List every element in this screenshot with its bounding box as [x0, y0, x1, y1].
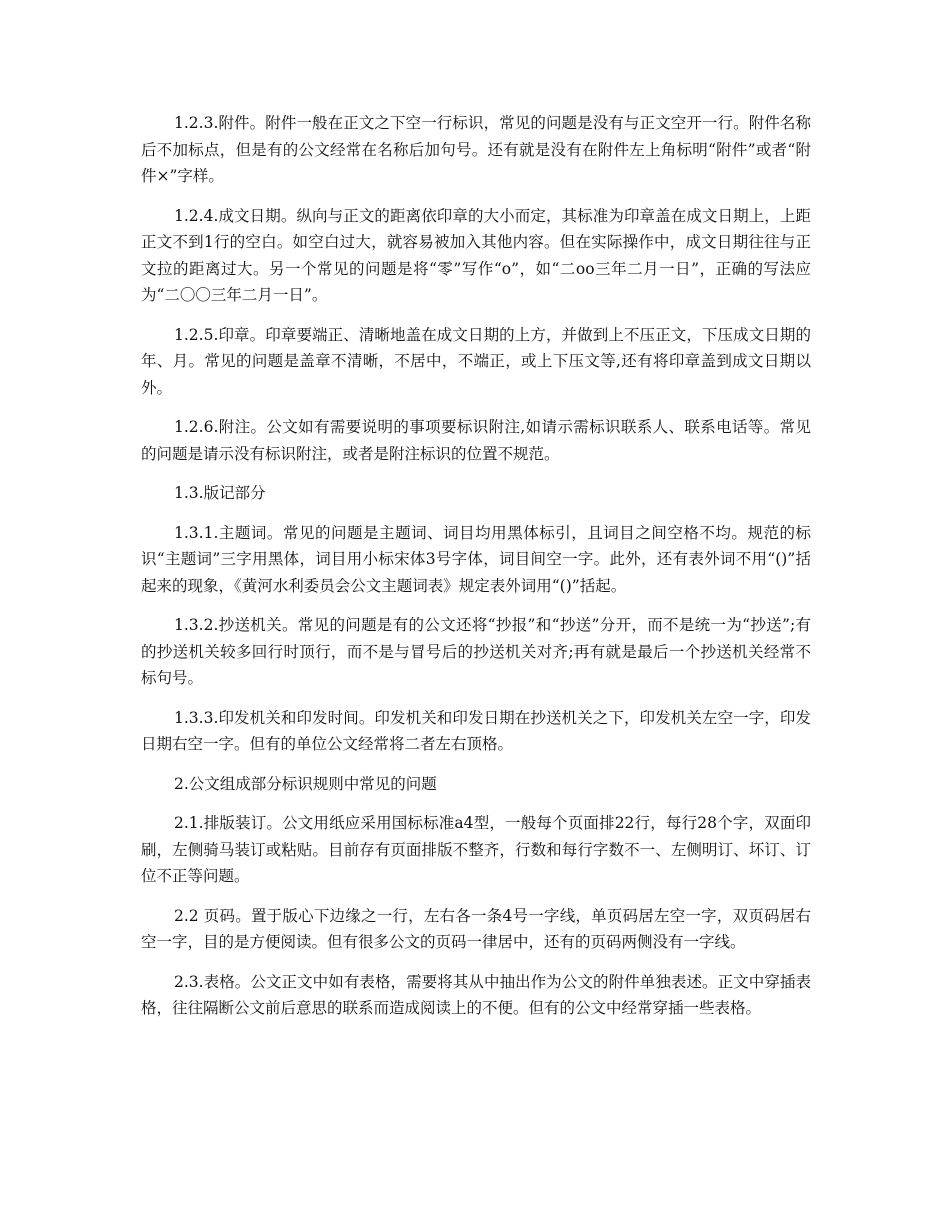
paragraph-1-2-6-note: 1.2.6.附注。公文如有需要说明的事项要标识附注,如请示需标识联系人、联系电话等。常见的问题是请示没有标识附注，或者是附注标识的位置不规范。	[141, 418, 811, 463]
paragraph-1-2-5-seal: 1.2.5.印章。印章要端正、清晰地盖在成文日期的上方，并做到上不压正文，下压成文日期的年、月。常见的问题是盖章不清晰，不居中，不端正，或上下压文等,还有将印章盖到成文日期以外。	[141, 325, 811, 397]
paragraph-1-3-3-issuing: 1.3.3.印发机关和印发时间。印发机关和印发日期在抄送机关之下，印发机关左空一字，印发日期右空一字。但有的单位公文经常将二者左右顶格。	[141, 708, 811, 753]
paragraph-1-2-4-date: 1.2.4.成文日期。纵向与正文的距离依印章的大小而定，其标准为印章盖在成文日期上，上距正文不到1行的空白。如空白过大，就容易被加入其他内容。但在实际操作中，成文日期往往与正文拉的距离过大。另一个常见的问题是将“零”写作“o”，如“二oo三年二月一日”，正确的写法应为“二〇〇三年二月一日”。	[141, 206, 811, 304]
paragraph-1-3-2-cc-organs: 1.3.2.抄送机关。常见的问题是有的公文还将“抄报”和“抄送”分开，而不是统一为“抄送”;有的抄送机关较多回行时顶行，而不是与冒号后的抄送机关对齐;再有就是最后一个抄送机关经常不标句号。	[141, 616, 811, 687]
paragraph-2-3-tables: 2.3.表格。公文正文中如有表格，需要将其从中抽出作为公文的附件单独表述。正文中穿插表格，往往隔断公文前后意思的联系而造成阅读上的不便。但有的公文中经常穿插一些表格。	[141, 972, 811, 1017]
paragraph-2-1-layout: 2.1.排版装订。公文用纸应采用国标标准a4型，一般每个页面排22行，每行28个字，双面印刷，左侧骑马装订或粘贴。目前存有页面排版不整齐，行数和每行字数不一、左侧明订、坏订、订位不正等问题。	[141, 814, 811, 885]
paragraph-1-3-1-subject-words: 1.3.1.主题词。常见的问题是主题词、词目均用黑体标引，且词目之间空格不均。规范的标识“主题词”三字用黑体，词目用小标宋体3号字体，词目间空一字。此外，还有表外词不用“()”括起来的现象，《黄河水利委员会公文主题词表》规定表外词用“()”括起。	[141, 523, 811, 595]
document-body	[141, 110, 811, 1035]
paragraph-2-2-page-number: 2.2 页码。置于版心下边缘之一行，左右各一条4号一字线，单页码居左空一字，双页码居右空一字，目的是方便阅读。但有很多公文的页码一律居中，还有的页码两侧没有一字线。	[141, 906, 811, 951]
section-heading-2: 2.公文组成部分标识规则中常见的问题	[174, 774, 437, 793]
paragraph-1-2-3-attachment: 1.2.3.附件。附件一般在正文之下空一行标识，常见的问题是没有与正文空开一行。附件名称后不加标点，但是有的公文经常在名称后加句号。还有就是没有在附件左上角标明“附件”或者“附件×”字样。	[141, 114, 811, 185]
section-heading-1-3: 1.3.版记部分	[174, 484, 266, 502]
